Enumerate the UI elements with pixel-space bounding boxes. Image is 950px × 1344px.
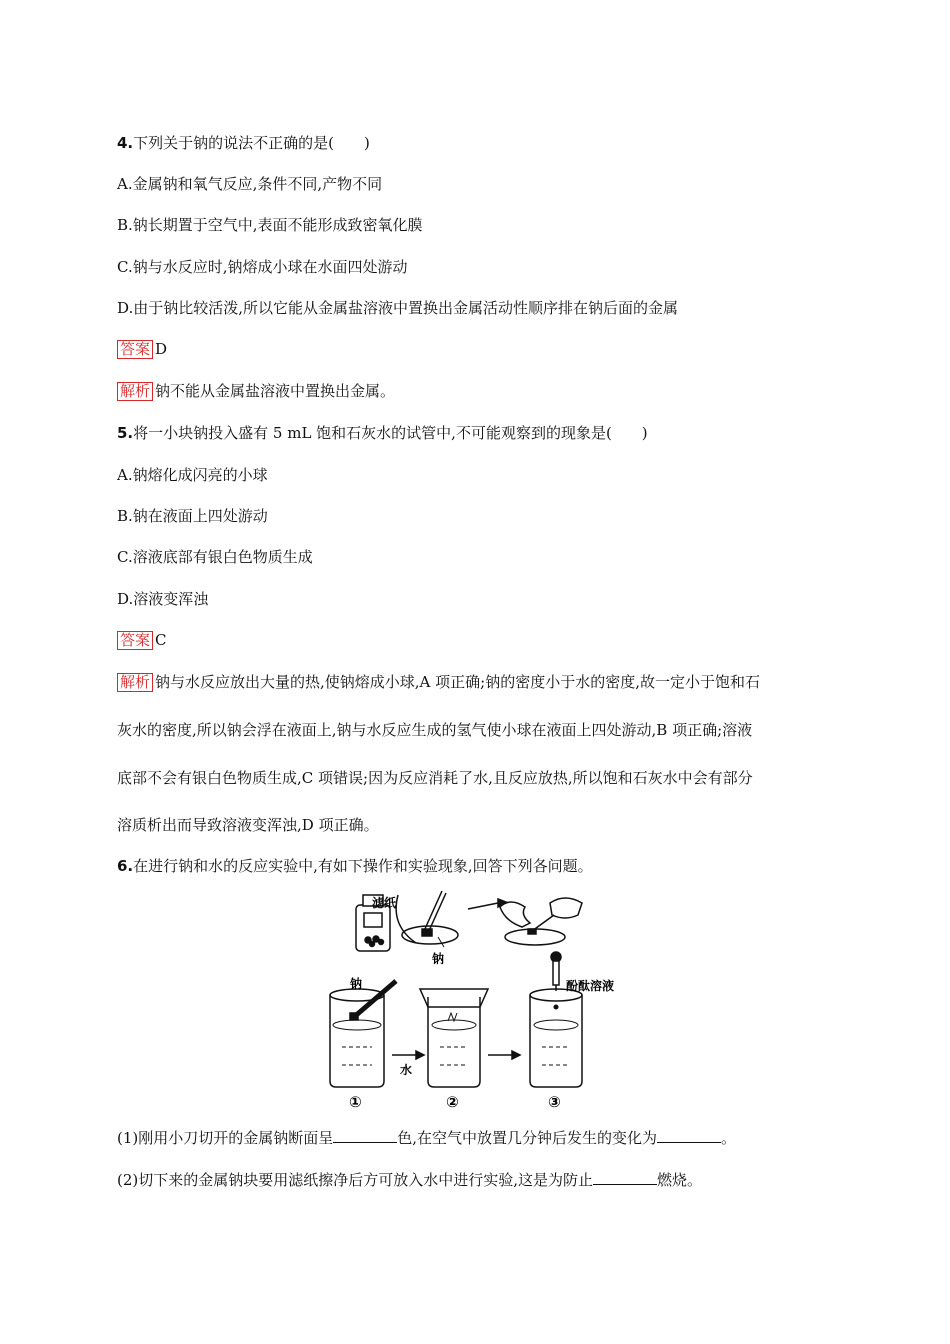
q5-option-b: B.钠在液面上四处游动 bbox=[117, 507, 268, 525]
q6-sub1-blank-2[interactable] bbox=[657, 1128, 721, 1143]
cutting-hands-icon bbox=[500, 898, 582, 945]
q6-stem: 在进行钠和水的反应实验中,有如下操作和实验现象,回答下列各问题。 bbox=[133, 857, 593, 875]
q4-analysis: 钠不能从金属盐溶液中置换出金属。 bbox=[155, 382, 396, 400]
experiment-diagram bbox=[320, 885, 630, 1110]
q4-option-a: A.金属钠和氧气反应,条件不同,产物不同 bbox=[117, 175, 383, 193]
q5-analysis-line-2: 灰水的密度,所以钠会浮在液面上,钠与水反应生成的氢气使小球在液面上四处游动,B 项正确;溶液 bbox=[117, 721, 753, 739]
analysis-tag: 解析 bbox=[117, 382, 153, 401]
q5-number: 5. bbox=[117, 424, 134, 442]
sodium-label-beaker: 钠 bbox=[350, 977, 363, 991]
q6-number: 6. bbox=[117, 857, 134, 875]
filter-paper-label: 滤纸 bbox=[372, 896, 397, 910]
q4-option-c: C.钠与水反应时,钠熔成小球在水面四处游动 bbox=[117, 258, 408, 276]
q5-option-a: A.钠熔化成闪亮的小球 bbox=[117, 466, 268, 484]
q4-stem: 下列关于钠的说法不正确的是( ) bbox=[133, 134, 370, 152]
q6-sub1-blank-1[interactable] bbox=[333, 1128, 397, 1143]
q4-stem-line bbox=[117, 133, 370, 153]
q4-answer-line bbox=[117, 339, 167, 359]
beaker-1-icon bbox=[330, 981, 396, 1087]
step-2-label: ② bbox=[446, 1093, 459, 1110]
q6-sub2-line bbox=[117, 1170, 702, 1190]
q6-sub1-part-a: (1)刚用小刀切开的金属钠断面呈 bbox=[117, 1129, 334, 1147]
q4-analysis-line bbox=[117, 381, 395, 401]
q4-number: 4. bbox=[117, 134, 134, 152]
step-1-label: ① bbox=[349, 1093, 362, 1110]
q5-answer-line bbox=[117, 630, 167, 650]
sodium-label-top: 钠 bbox=[432, 952, 445, 966]
answer-tag: 答案 bbox=[117, 631, 153, 650]
q6-sub2-part-a: (2)切下来的金属钠块要用滤纸擦净后方可放入水中进行实验,这是为防止 bbox=[117, 1171, 594, 1189]
q4-answer: D bbox=[155, 340, 168, 358]
q5-option-c: C.溶液底部有银白色物质生成 bbox=[117, 548, 313, 566]
analysis-tag: 解析 bbox=[117, 673, 153, 692]
phenolphthalein-label: 酚酞溶液 bbox=[566, 979, 615, 993]
q5-option-d: D.溶液变浑浊 bbox=[117, 590, 209, 608]
q6-sub1-part-c: 。 bbox=[721, 1129, 737, 1147]
q6-sub2-blank[interactable] bbox=[593, 1170, 657, 1185]
beaker-2-icon bbox=[420, 989, 488, 1087]
q6-sub1-part-b: 色,在空气中放置几分钟后发生的变化为 bbox=[397, 1129, 658, 1147]
answer-tag: 答案 bbox=[117, 340, 153, 359]
step-3-label: ③ bbox=[548, 1093, 561, 1110]
q6-sub2-part-b: 燃烧。 bbox=[657, 1171, 703, 1189]
q5-analysis-line-4: 溶质析出而导致溶液变浑浊,D 项正确。 bbox=[117, 816, 379, 834]
q4-option-d: D.由于钠比较活泼,所以它能从金属盐溶液中置换出金属活动性顺序排在钠后面的金属 bbox=[117, 299, 679, 317]
q4-option-b: B.钠长期置于空气中,表面不能形成致密氧化膜 bbox=[117, 216, 423, 234]
q6-stem-line bbox=[117, 856, 593, 876]
q5-stem: 将一小块钠投入盛有 5 mL 饱和石灰水的试管中,不可能观察到的现象是( ) bbox=[133, 424, 648, 442]
beaker-3-icon bbox=[530, 952, 582, 1087]
q5-stem-line bbox=[117, 423, 648, 443]
q5-analysis-line-1 bbox=[117, 672, 760, 692]
experiment-figure bbox=[320, 885, 630, 1114]
filter-paper-icon bbox=[396, 891, 458, 947]
q5-answer: C bbox=[155, 631, 167, 649]
q5-analysis-text-1: 钠与水反应放出大量的热,使钠熔成小球,A 项正确;钠的密度小于水的密度,故一定小于饱和石 bbox=[155, 673, 760, 691]
q5-analysis-line-3: 底部不会有银白色物质生成,C 项错误;因为反应消耗了水,且反应放热,所以饱和石灰水中会有部分 bbox=[117, 769, 753, 787]
q6-sub1-line bbox=[117, 1128, 736, 1148]
water-label: 水 bbox=[400, 1063, 413, 1077]
